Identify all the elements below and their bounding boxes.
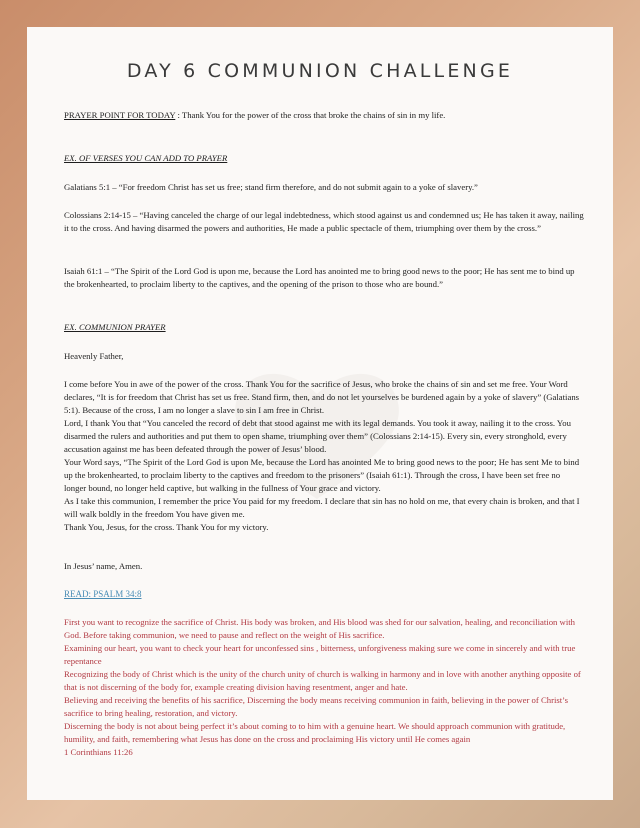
document-page (27, 27, 613, 800)
verses-heading: EX. OF VERSES YOU CAN ADD TO PRAYER (64, 153, 228, 163)
read-psalm-link-wrapper (64, 588, 584, 601)
read-psalm-link[interactable]: READ: PSALM 34:8 (64, 589, 142, 599)
prayer-body: I come before You in awe of the power of the cross. Thank You for the sacrifice of Jesus, who broke the chains of sin and set me free. Your Word declares, “It is for freedom that Christ has set us free. Stand firm, then, and do not let yourselves be burdened again by a yoke of slavery” (Galatians 5:1). Because of the cross, I am no longer a slave to sin I am free in Christ. Lord, I thank You that “You canceled the record of debt that stood against me with its legal demands. You took it away, nailing it to the cross. You disarmed the rulers and authorities and put them to open shame, triumphing over them” (Colossians 2:14-15). Every sin, every stronghold, every accusation against me has been defeated through the power of Jesus’ blood. Your Word says, “The Spirit of the Lord God is upon Me, because the Lord has anointed Me to bring good news to the poor; He has sent Me to bind up the brokenhearted, to proclaim liberty to the captives and freedom to the prisoners” (Isaiah 61:1). Through the cross, I have been set free no longer bound, no longer held captive, but walking in the fullness of Your grace and victory. As I take this communion, I remember the price You paid for my freedom. I declare that sin has no hold on me, that every chain is broken, and that I will walk boldly in the freedom You have given me. Thank You, Jesus, for the cross. Thank You for my victory. (64, 379, 580, 532)
verse-colossians: Colossians 2:14-15 – “Having canceled the charge of our legal indebtedness, which stood against us and condemned us; He has taken it away, nailing it to the cross. And having disarmed the powers and authorities, He made a public spectacle of them, triumphing over them by the cross.” (64, 210, 584, 233)
salutation: Heavenly Father, (64, 351, 124, 361)
prayer-heading: EX. COMMUNION PRAYER (64, 322, 166, 332)
verse-isaiah: Isaiah 61:1 – “The Spirit of the Lord God is upon me, because the Lord has anointed me to bring good news to the poor; He has sent me to bind up the brokenhearted, to proclaim liberty to the captives, and the opening of the prison to those who are bound.” (64, 266, 575, 289)
reflection-text: First you want to recognize the sacrifice of Christ. His body was broken, and His blood was shed for our salvation, healing, and reconciliation with God. Before taking communion, we need to pause and reflect on the weight of His sacrifice. Examining our heart, you want to check your heart for unconfessed sins , bitterness, unforgiveness making sure we come in sincerely and with true repentance Recognizing the body of Christ which is the unity of the church unity of church is walking in harmony and in love with another anything opposite of that is not discerning of the body for, example creating division having resentment, anger and hate. Believing and receiving the benefits of his sacrifice, Discerning the body means receiving communion in faith, believing in the power of Christ’s sacrifice to bring healing, restoration, and victory. Discerning the body is not about being perfect it’s about coming to to him with a genuine heart. We should approach communion with gratitude, humility, and faith, remembering what Jesus has done on the cross and proclaiming His victory until He comes again 1 Corinthians 11:26 (64, 617, 581, 757)
verse-galatians: Galatians 5:1 – “For freedom Christ has set us free; stand firm therefore, and do not submit again to a yoke of slavery.” (64, 182, 478, 192)
closing: In Jesus’ name, Amen. (64, 561, 143, 571)
prayer-point-label: PRAYER POINT FOR TODAY (64, 110, 176, 120)
page-title: DAY 6 COMMUNION CHALLENGE (126, 60, 514, 82)
prayer-point-text: : Thank You for the power of the cross that broke the chains of sin in my life. (175, 110, 446, 120)
prayer-point (64, 109, 584, 122)
